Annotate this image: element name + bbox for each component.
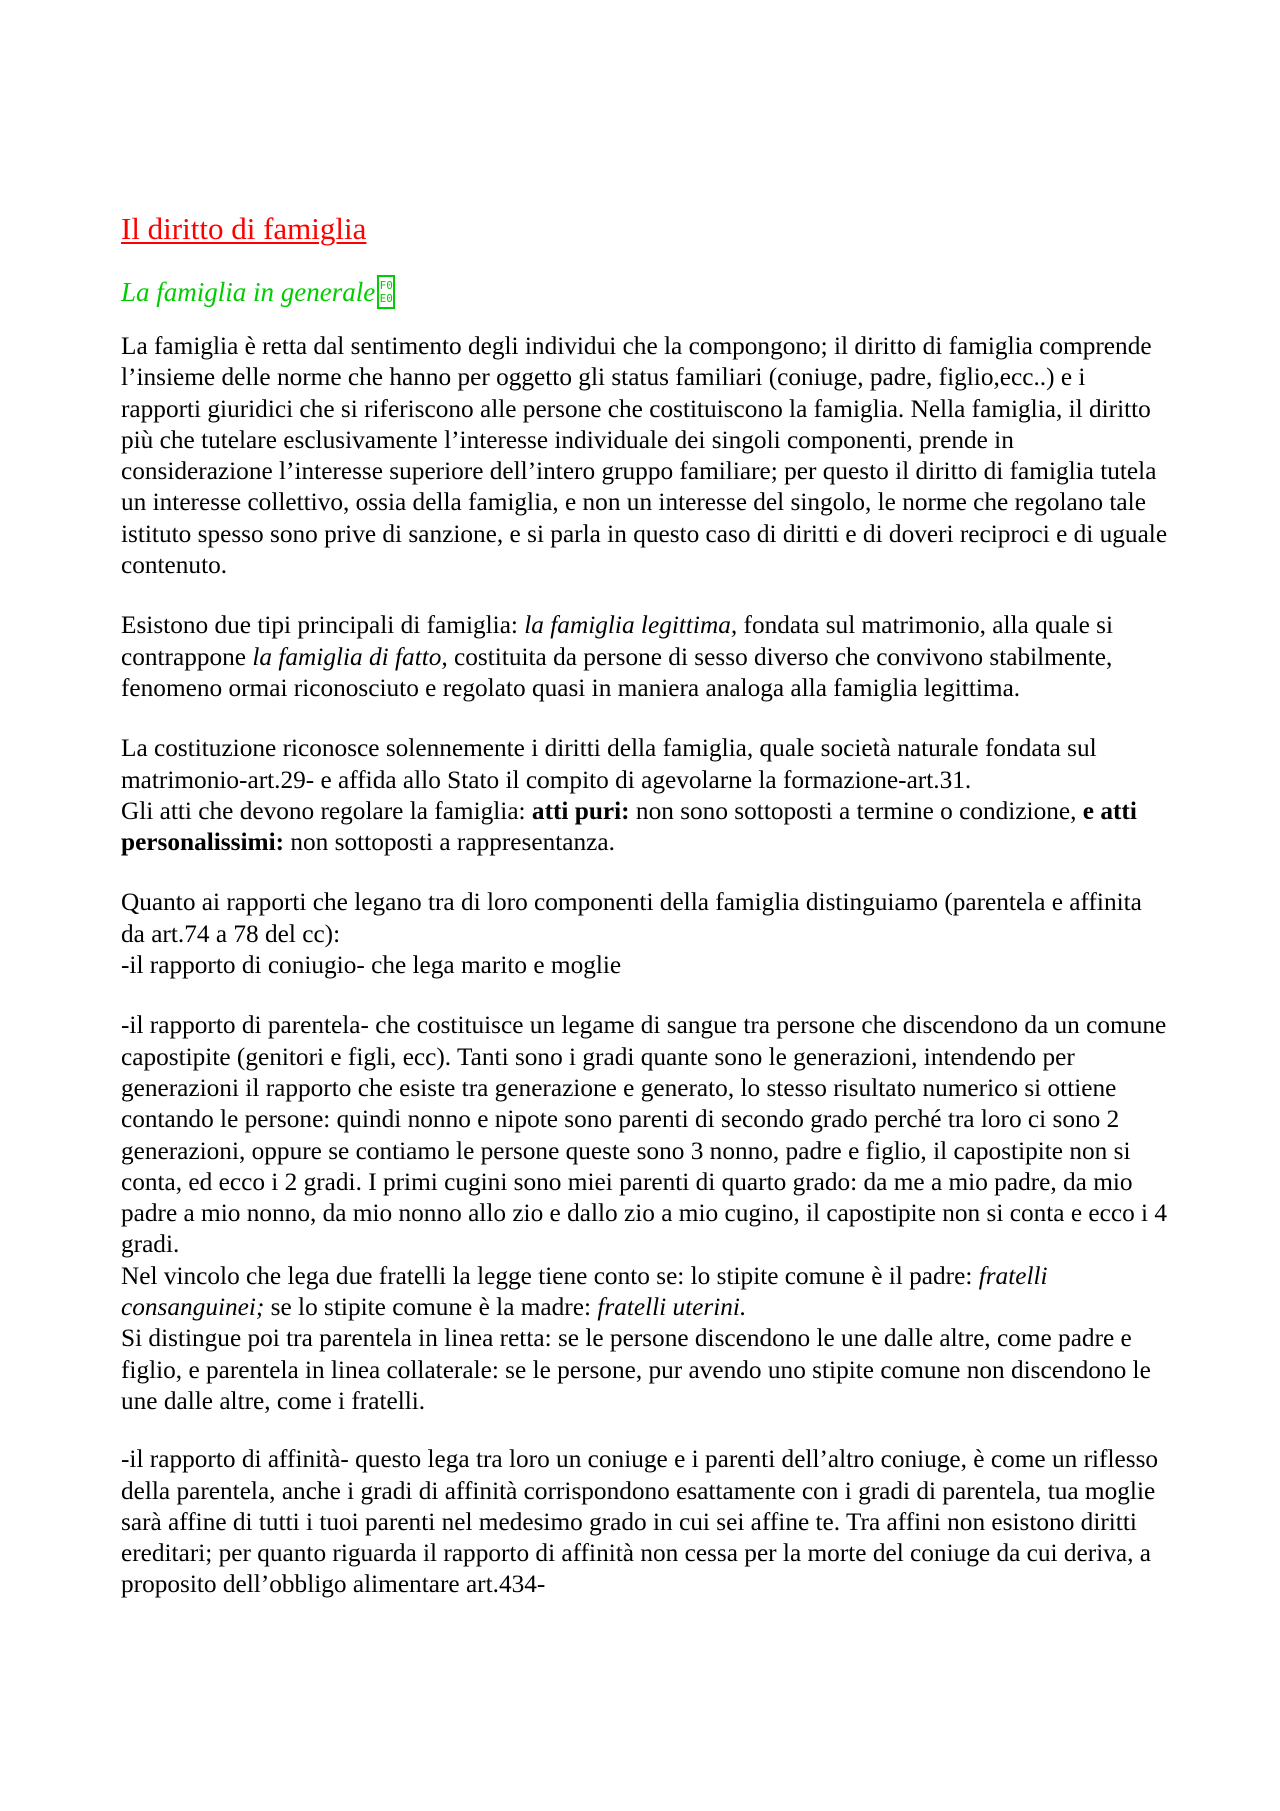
document-page <box>121 210 1171 1601</box>
italic-run-di-fatto: la famiglia di fatto, <box>252 642 448 671</box>
text-run: costituita da persone di sesso diverso che convivono stabilmente, fenomeno ormai riconosciuto e regolato quasi in maniera analoga alla famiglia legittima. <box>121 642 1113 702</box>
paragraph-constitution: La costituzione riconosce solennemente i diritti della famiglia, quale società naturale fondata sul matrimonio-art.29- e affida allo Stato il compito di agevolarne la formazione-art.31. <box>121 734 1097 794</box>
italic-run-consanguinei: fratelli consanguinei; <box>121 1261 1048 1322</box>
paragraph-linea: Si distingue poi tra parentela in linea retta: se le persone discendono le une dalle altre, come padre e figlio, e parentela in linea collaterale: se le persone, pur avendo uno stipite comune non discendono le une dalle altre, come i fratelli. <box>121 1324 1151 1415</box>
section-subtitle-text: La famiglia in generale <box>121 277 376 307</box>
paragraph-parentela: -il rapporto di parentela- che costituisce un legame di sangue tra persone che discendono da un comune capostipite (genitori e figli, ecc). Tanti sono i gradi quante sono le generazioni, intendendo per generazioni il rapporto che esiste tra generazione e generato, lo stesso risultato numerico si ottiene contando le persone: quindi nonno e nipote sono parenti di secondo grado perché tra loro ci sono 2 generazioni, oppure se contiamo le persone queste sono 3 nonno, padre e figlio, il capostipite non si conta, ed ecco i 2 gradi. I primi cugini sono miei parenti di quarto grado: da me a mio padre, da mio padre a mio nonno, da mio nonno allo zio e dallo zio a mio cugino, il capostipite non si conta e ecco i 4 gradi. <box>121 1011 1168 1259</box>
paragraph-acts <box>121 796 1171 859</box>
bold-run-atti-personalissimi: e atti personalissimi: <box>121 796 1137 857</box>
paragraph-coniugio: -il rapporto di coniugio- che lega marito e moglie <box>121 951 622 980</box>
text-run: non sono sottoposti a termine o condizione, <box>629 796 1083 825</box>
document-title: Il diritto di famiglia <box>121 211 367 246</box>
bold-run-atti-puri: atti puri: <box>531 796 630 825</box>
text-run: se lo stipite comune è la madre: <box>264 1293 598 1322</box>
section-subtitle <box>121 275 1171 309</box>
text-run: non sottoposti a rappresentanza. <box>284 828 615 857</box>
paragraph-spacer <box>121 581 1171 610</box>
paragraph-spacer <box>121 858 1171 887</box>
italic-run-uterini: fratelli uterini. <box>597 1293 747 1322</box>
paragraph-affinita: -il rapporto di affinità- questo lega tra loro un coniuge e i parenti dell’altro coniuge, è come un riflesso della parentela, anche i gradi di affinità corrispondono esattamente con i gradi di parentela, tua moglie sarà affine di tutti i tuoi parenti nel medesimo grado in cui sei affine te. Tra affini non esistono diritti ereditari; per quanto riguarda il rapporto di affinità non cessa per la morte del coniuge da cui deriva, a proposito dell’obbligo alimentare art.434- <box>121 1445 1159 1599</box>
paragraph-spacer <box>121 1417 1171 1444</box>
text-run: Nel vincolo che lega due fratelli la legge tiene conto se: lo stipite comune è il padre: <box>121 1261 979 1290</box>
italic-run-legittima: la famiglia legittima, <box>524 611 738 640</box>
text-run: Esistono due tipi principali di famiglia: <box>121 611 525 640</box>
paragraph-spacer <box>121 981 1171 1010</box>
paragraph-family-types <box>121 610 1171 704</box>
text-run: Gli atti che devono regolare la famiglia: <box>121 796 532 825</box>
paragraph-fratelli <box>121 1261 1171 1324</box>
missing-glyph-top: F0 <box>379 279 393 292</box>
missing-glyph-icon <box>377 275 395 309</box>
paragraph-family-definition: La famiglia è retta dal sentimento degli individui che la compongono; il diritto di famiglia comprende l’insieme delle norme che hanno per oggetto gli status familiari (coniuge, padre, figlio,ecc..) e i rapporti giuridici che si riferiscono alle persone che costituiscono la famiglia. Nella famiglia, il diritto più che tutelare esclusivamente l’interesse individuale dei singoli componenti, prende in considerazione l’interesse superiore dell’intero gruppo familiare; per questo il diritto di famiglia tutela un interesse collettivo, ossia della famiglia, e non un interesse del singolo, le norme che regolano tale istituto spesso sono prive di sanzione, e si parla in questo caso di diritti e di doveri reciproci e di uguale contenuto. <box>121 332 1168 580</box>
text-run: fondata sul matrimonio, alla quale si contrappone <box>121 611 1114 671</box>
paragraph-relationships-intro: Quanto ai rapporti che legano tra di loro componenti della famiglia distinguiamo (parentela e affinita da art.74 a 78 del cc): <box>121 888 1142 948</box>
paragraph-spacer <box>121 704 1171 733</box>
missing-glyph-bottom: E0 <box>379 292 393 305</box>
